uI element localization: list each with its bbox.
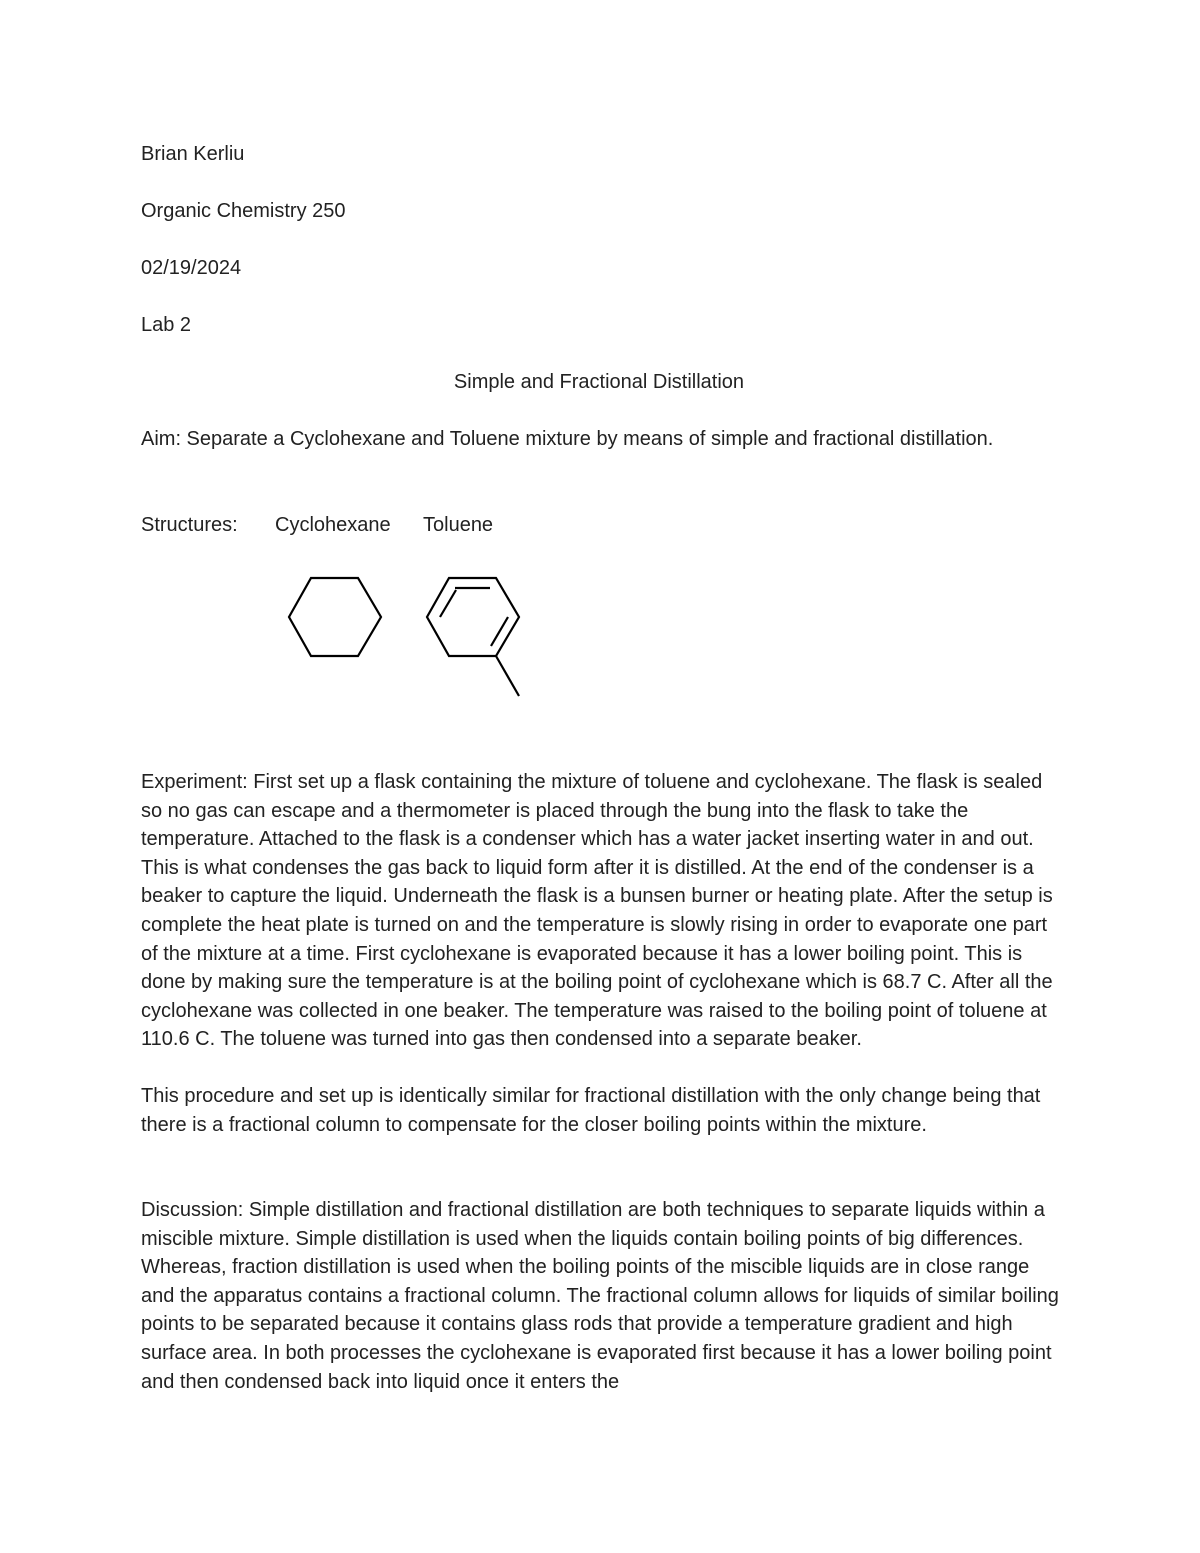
compound-label-cyclohexane: Cyclohexane	[275, 514, 391, 536]
lab-number: Lab 2	[141, 314, 192, 336]
discussion-paragraph: Discussion: Simple distillation and fractional distillation are both techniques to separate liquids within a miscible mixture. Simple distillation is used when the liquids contain boiling points of big differences. Whereas, fraction distillation is used when the boiling points of the miscible liquids are in close range and the apparatus contains a fractional column. The fractional column allows for liquids of similar boiling points to be separated because it contains glass rods that provide a temperature gradient and high surface area. In both processes the cyclohexane is evaporated first because it has a lower boiling point and then condensed back into liquid once it enters the	[141, 1199, 1059, 1393]
compound-label-toluene: Toluene	[423, 514, 494, 536]
structures-label: Structures:	[141, 514, 238, 536]
author-name: Brian Kerliu	[141, 143, 245, 165]
document-title: Simple and Fractional Distillation	[453, 371, 745, 393]
report-date: 02/19/2024	[141, 257, 242, 279]
course-name: Organic Chemistry 250	[141, 200, 346, 222]
cyclohexane-structure	[287, 575, 383, 659]
experiment-paragraph: Experiment: First set up a flask containing the mixture of toluene and cyclohexane. The flask is sealed so no gas can escape and a thermometer is placed through the bung into the flask to take the temperature. Attached to the flask is a condenser which has a water jacket inserting water in and out. This is what condenses the gas back to liquid form after it is distilled. At the end of the condenser is a beaker to capture the liquid. Underneath the flask is a bunsen burner or heating plate. After the setup is complete the heat plate is turned on and the temperature is slowly rising in order to evaporate one part of the mixture at a time. First cyclohexane is evaporated because it has a lower boiling point. This is done by making sure the temperature is at the boiling point of cyclohexane which is 68.7 C. After all the cyclohexane was collected in one beaker. The temperature was raised to the boiling point of toluene at 110.6 C. The toluene was turned into gas then condensed into a separate beaker.	[141, 771, 1053, 1051]
toluene-structure	[424, 575, 524, 699]
aim-paragraph: Aim: Separate a Cyclohexane and Toluene mixture by means of simple and fractional distillation.	[141, 428, 994, 450]
structures-label-row	[141, 511, 493, 539]
experiment-paragraph-continued: This procedure and set up is identically similar for fractional distillation with the only change being that there is a fractional column to compensate for the closer boiling points within the mixture.	[141, 1085, 1041, 1136]
